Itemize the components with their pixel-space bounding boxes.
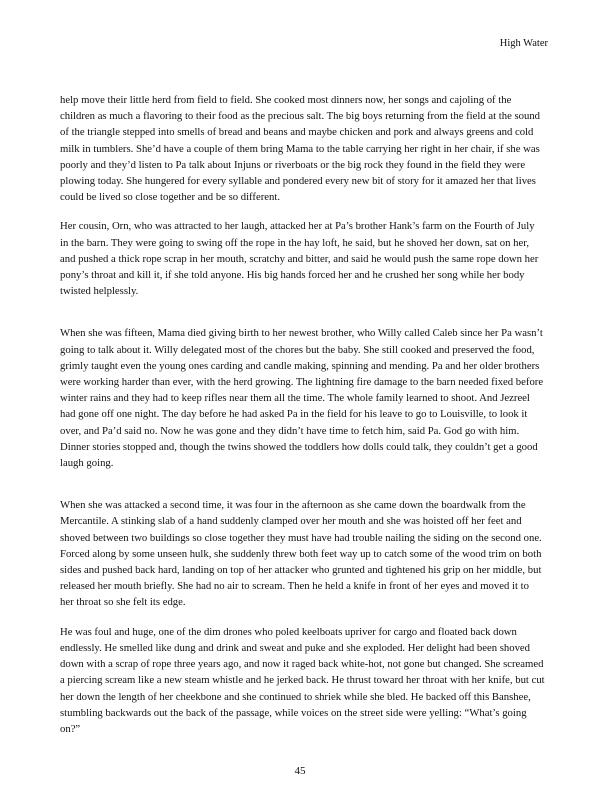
paragraph-gap — [60, 611, 545, 624]
body-text — [60, 92, 545, 737]
paragraph-gap — [60, 299, 545, 325]
paragraph-gap — [60, 205, 545, 218]
paragraph: He was foul and huge, one of the dim drones who poled keelboats upriver for cargo and floated back down endlessly. He smelled like dung and drink and sweat and puke and she exploded. Her delight had been shoved down with a scrap of rope three years ago, and now it raged back white-hot, not gone but changed. She screamed a piercing scream like a new steam whistle and he jerked back. He thrust toward her throat with her knife, but cut her down the length of her cheekbone and she continued to shriek while she bled. He backed off this Banshee, stumbling backwards out the back of the passage, while voices on the street side were yelling: “What’s going on?” — [60, 625, 545, 735]
running-header: High Water — [499, 38, 548, 49]
paragraph: When she was attacked a second time, it was four in the afternoon as she came down the boardwalk from the Mercantile. A stinking slab of a hand suddenly clamped over her mouth and she was hoisted off her feet and shoved between two buildings so close together they must have had trouble nailing the siding on the second one. Forced along by some unseen hulk, she suddenly threw both feet way up to catch some of the wood trim on both sides and pushed back hard, landing on top of her attacker who grunted and tightened his grip on her middle, but released her mouth briefly. She had no air to scream. Then he held a knife in front of her eyes and moved it to her throat so she felt its edge. — [60, 499, 542, 609]
paragraph: Her cousin, Orn, who was attracted to her laugh, attacked her at Pa’s brother Hank’s farm on the Fourth of July in the barn. They were going to swing off the rope in the hay loft, he said, but he shoved her down, sat on her, and pushed a thick rope scrap in her mouth, scratchy and bitter, and said he would push the same rope down her pony’s throat and kill it, if she told anyone. His big hands forced her and he crushed her song while her body twisted helplessly. — [60, 220, 539, 298]
paragraph: help move their little herd from field to field. She cooked most dinners now, her songs and cajoling of the children as much a flavoring to their food as the precious salt. The big boys returning from the field at the sound of the triangle stepped into smells of bread and beans and maybe chicken and pork and always greens and cold milk in tumblers. She’d have a couple of them bring Mama to the table carrying her right in her chair, if she was poorly and they’d listen to Pa talk about Injuns or riverboats or the big rock they found in the field they were plowing today. She hungered for every syllable and pondered every new bit of story for it amazed her that lives could be lived so close together and be so different. — [60, 94, 541, 204]
page-number: 45 — [294, 765, 306, 777]
paragraph: When she was fifteen, Mama died giving birth to her newest brother, who Willy called Caleb since her Pa wasn’t going to talk about it. Willy delegated most of the chores but the baby. She still cooked and preserved the food, grimly taught even the young ones carding and candle making, spinning and mending. Pa and her older brothers were working harder than ever, with the herd growing. The lightning fire damage to the barn needed fixed before winter rains and they had to keep rifles near them all the time. The whole family learned to shoot. And Jezreel had gone off one night. The day before he had asked Pa in the field for his leave to go to Louisville, to look it over, and Pa’d said no. Now he was gone and they didn’t have time to fetch him, said Pa. God go with him. Dinner stories stopped and, though the twins showed the toddlers how dolls could talk, they couldn’t get a good laugh going. — [60, 327, 544, 470]
paragraph-gap — [60, 471, 545, 497]
